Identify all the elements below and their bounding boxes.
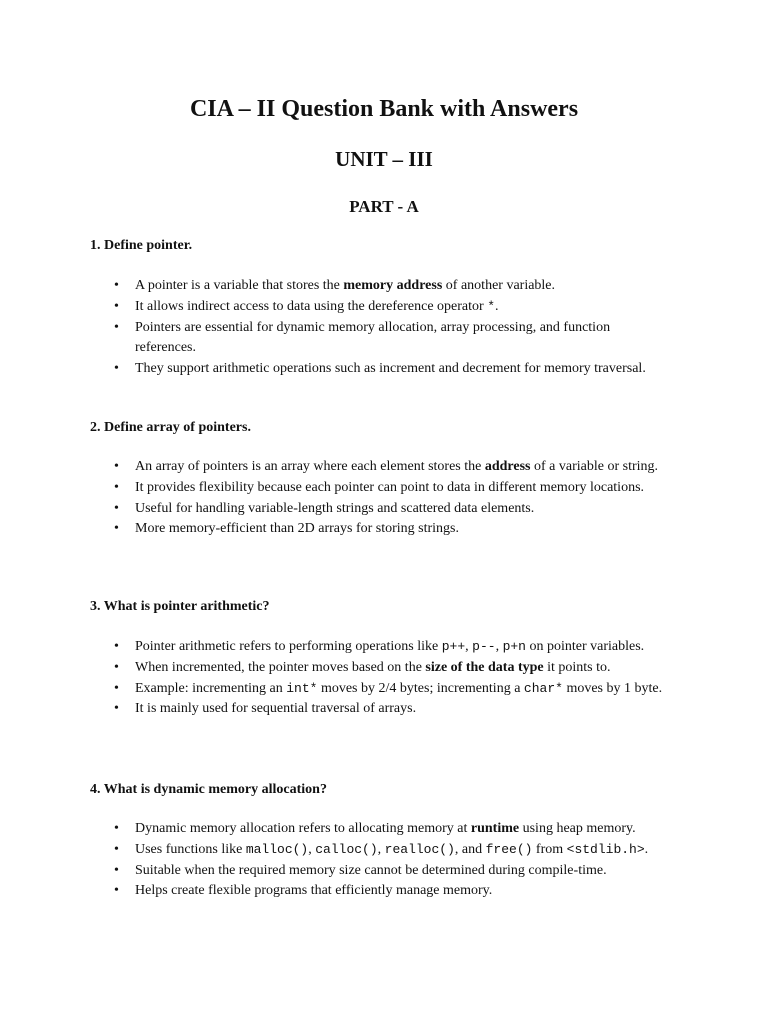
question-1-answers [0,276,768,380]
answer-bold-term: memory address [343,278,443,293]
code-term: p-- [472,639,496,654]
answer-item: • More memory-efficient than 2D arrays for storing strings. [0,519,665,540]
answer-text: from [532,841,567,857]
answer-item: • It provides flexibility because each pointer can point to data in different memory locations. [0,478,665,499]
question-2-answers [0,457,768,540]
code-term: char* [523,680,563,696]
part-heading: PART - A [349,197,419,216]
answer-text: It allows indirect access to data using the dereference operator [135,298,488,314]
answer-text: A pointer is a variable that stores the [135,278,344,293]
answer-item [0,840,665,861]
code-term: * [487,298,495,314]
answer-text: moves by 2/4 bytes; incrementing a [317,680,524,696]
question-4-heading: 4. What is dynamic memory allocation? [90,782,327,797]
answer-item: • It is mainly used for sequential traversal of arrays. [0,699,665,720]
answer-item [0,297,665,318]
question-1-heading: 1. Define pointer. [90,238,193,253]
answer-text: , [465,639,473,654]
answer-text: , [377,841,385,857]
answer-item [0,658,665,679]
document-title: CIA – II Question Bank with Answers [189,96,579,122]
code-term: <stdlib.h> [566,841,645,857]
answer-bold-term: address [484,459,531,474]
answer-text: it points to. [543,659,611,675]
answer-item [0,679,665,700]
answer-item: • Helps create flexible programs that efficiently manage memory. [0,881,665,902]
answer-item: • Useful for handling variable-length strings and scattered data elements. [0,499,665,520]
answer-bold-term: runtime [470,821,520,836]
question-3-heading: 3. What is pointer arithmetic? [90,599,270,614]
answer-item [0,637,665,658]
code-term: int* [286,680,318,696]
answer-text: . [495,298,499,314]
question-4-answers [0,819,768,902]
answer-item [0,457,665,478]
answer-text: Dynamic memory allocation refers to allocating memory at [135,821,471,836]
code-term: malloc() [245,841,309,857]
answer-item: • They support arithmetic operations such as increment and decrement for memory traversal. [0,359,665,380]
answer-text: , [495,639,503,654]
code-term: calloc() [315,841,378,857]
answer-bold-term: size of the data type [425,659,544,675]
answer-text: of a variable or string. [530,459,659,474]
answer-text: moves by 1 byte. [562,680,663,696]
answer-text: , and [454,841,486,857]
answer-item: • Pointers are essential for dynamic memory allocation, array processing, and function references. [0,318,665,360]
answer-text: Uses functions like [135,841,246,857]
answer-text: Pointer arithmetic refers to performing operations like [135,639,442,654]
code-term: p+n [502,639,526,654]
unit-heading: UNIT – III [335,147,433,171]
answer-text: Example: incrementing an [135,680,287,696]
answer-item: • Suitable when the required memory size cannot be determined during compile-time. [0,861,665,882]
answer-item [0,819,665,840]
answer-text: An array of pointers is an array where each element stores the [135,459,485,474]
answer-text: using heap memory. [519,821,636,836]
answer-text: , [308,841,316,857]
code-term: p++ [441,639,466,654]
question-3-answers [0,637,768,720]
question-2-heading: 2. Define array of pointers. [90,420,251,435]
answer-text: . [644,841,649,857]
answer-text: on pointer variables. [525,639,645,654]
code-term: free() [485,841,533,857]
answer-text: of another variable. [442,278,556,293]
code-term: realloc() [384,841,455,857]
answer-item [0,276,665,297]
answer-text: When incremented, the pointer moves based on the [135,659,426,675]
